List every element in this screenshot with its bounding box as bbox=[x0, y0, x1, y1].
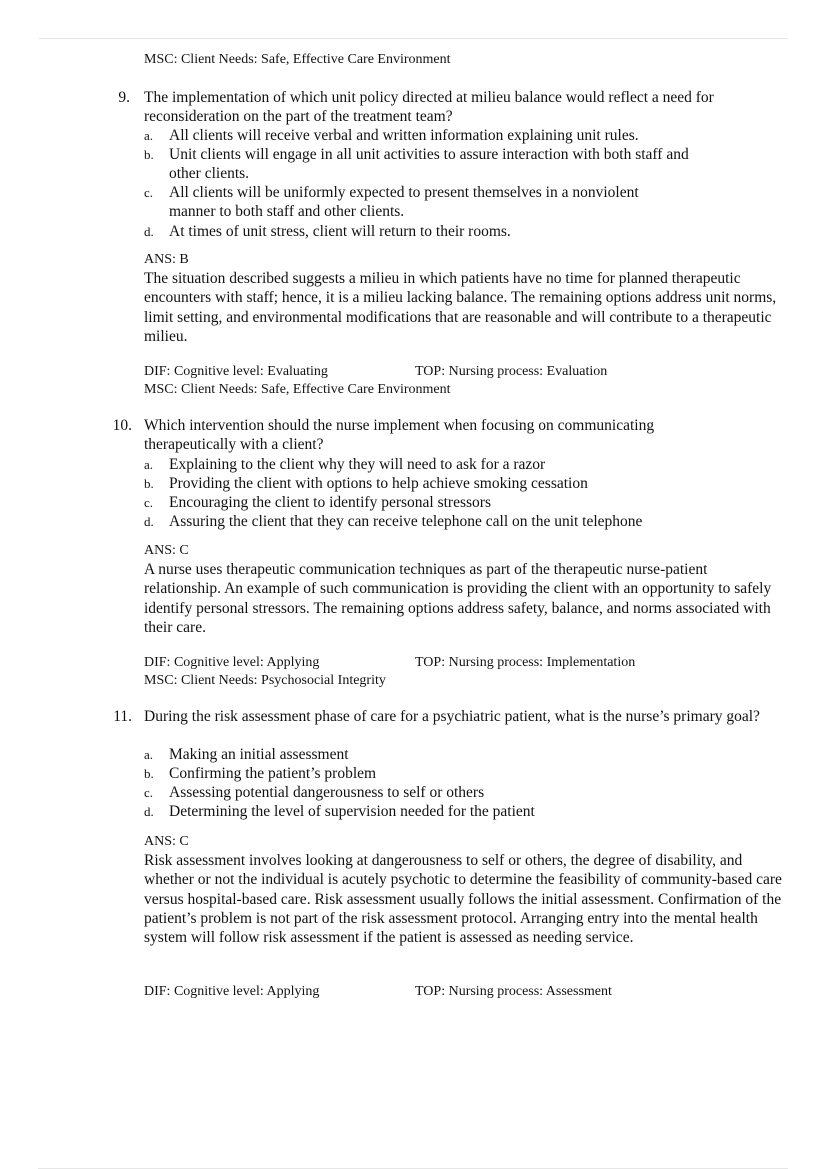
option-text: Encouraging the client to identify personal stressors bbox=[169, 494, 491, 511]
question-number: 10. bbox=[112, 417, 132, 434]
option-text: Providing the client with options to help achieve smoking cessation bbox=[169, 475, 588, 492]
option-letter: a. bbox=[144, 457, 154, 472]
msc-line: MSC: Client Needs: Safe, Effective Care Environment bbox=[144, 382, 451, 397]
question-number: 11. bbox=[113, 708, 132, 725]
option-letter: d. bbox=[144, 514, 154, 529]
option-text: Assuring the client that they can receive telephone call on the unit telephone bbox=[169, 513, 643, 530]
previous-question-msc bbox=[144, 51, 784, 69]
answer-option bbox=[144, 802, 744, 821]
answer-option bbox=[144, 493, 744, 512]
topic-label: TOP: Nursing process: Assessment bbox=[415, 984, 612, 999]
topic-label: TOP: Nursing process: Implementation bbox=[415, 655, 636, 670]
option-text: Making an initial assessment bbox=[169, 746, 349, 763]
option-letter: c. bbox=[144, 185, 154, 200]
answer-key: ANS: C bbox=[144, 834, 189, 849]
answer-option bbox=[144, 783, 744, 802]
option-text: Explaining to the client why they will need to ask for a razor bbox=[169, 456, 546, 473]
question-stem: The implementation of which unit policy directed at milieu balance would reflect a need for reconsideration on the part of the treatment team? bbox=[144, 89, 714, 126]
answer-option bbox=[144, 512, 744, 531]
question-stem: During the risk assessment phase of care for a psychiatric patient, what is the nurse’s primary goal? bbox=[144, 708, 760, 725]
difficulty-label: DIF: Cognitive level: Applying bbox=[144, 984, 320, 999]
option-letter: a. bbox=[144, 128, 154, 143]
option-letter: c. bbox=[144, 785, 154, 800]
difficulty-label: DIF: Cognitive level: Evaluating bbox=[144, 364, 328, 379]
option-letter: d. bbox=[144, 804, 154, 819]
answer-option bbox=[144, 745, 744, 764]
answer-option bbox=[144, 764, 744, 783]
answer-option bbox=[144, 455, 744, 474]
answer-option bbox=[144, 222, 744, 241]
option-text: Unit clients will engage in all unit activities to assure interaction with both staff and other clients. bbox=[169, 146, 689, 183]
answer-key: ANS: C bbox=[144, 543, 189, 558]
page-top-rule bbox=[38, 38, 788, 39]
answer-rationale: A nurse uses therapeutic communication techniques as part of the therapeutic nurse-patient relationship. An example of such communication is providing the client with an opportunity to safely identify personal stressors. The remaining options address safety, balance, and norms associated with their care. bbox=[144, 561, 772, 636]
option-text: At times of unit stress, client will return to their rooms. bbox=[169, 223, 511, 240]
answer-key: ANS: B bbox=[144, 252, 189, 267]
question-stem: Which intervention should the nurse implement when focusing on communicating therapeutically with a client? bbox=[144, 417, 655, 454]
answer-option bbox=[144, 183, 684, 222]
answer-option bbox=[144, 126, 744, 145]
difficulty-label: DIF: Cognitive level: Applying bbox=[144, 655, 320, 670]
option-letter: d. bbox=[144, 224, 154, 239]
option-text: All clients will receive verbal and written information explaining unit rules. bbox=[169, 127, 639, 144]
option-letter: b. bbox=[144, 476, 154, 491]
option-text: All clients will be uniformly expected to present themselves in a nonviolent manner to both staff and other clients. bbox=[169, 184, 639, 221]
option-letter: b. bbox=[144, 147, 154, 162]
msc-line: MSC: Client Needs: Safe, Effective Care Environment bbox=[144, 52, 451, 67]
topic-label: TOP: Nursing process: Evaluation bbox=[415, 364, 608, 379]
option-letter: c. bbox=[144, 495, 154, 510]
question-metadata bbox=[144, 363, 784, 399]
option-text: Assessing potential dangerousness to self or others bbox=[169, 784, 485, 801]
question-metadata bbox=[144, 654, 784, 690]
msc-line: MSC: Client Needs: Psychosocial Integrity bbox=[144, 673, 386, 688]
answer-option bbox=[144, 474, 744, 493]
option-text: Confirming the patient’s problem bbox=[169, 765, 377, 782]
answer-rationale: Risk assessment involves looking at dangerousness to self or others, the degree of disability, and whether or not the individual is acutely psychotic to determine the feasibility of community-based care versus hospital-based care. Risk assessment usually follows the initial assessment. Confirmation of the patient’s problem is not part of the risk assessment protocol. Arranging entry into the mental health system will follow risk assessment if the patient is assessed as needing service. bbox=[144, 852, 782, 947]
question-number: 9. bbox=[118, 89, 130, 106]
question-metadata bbox=[144, 983, 784, 1001]
option-letter: a. bbox=[144, 747, 154, 762]
option-letter: b. bbox=[144, 766, 154, 781]
answer-option bbox=[144, 145, 704, 184]
answer-rationale: The situation described suggests a milieu in which patients have no time for planned therapeutic encounters with staff; hence, it is a milieu lacking balance. The remaining options address unit norms, limit setting, and environmental modifications that are reasonable and will contribute to a therapeutic milieu. bbox=[144, 270, 777, 345]
option-text: Determining the level of supervision needed for the patient bbox=[169, 803, 535, 820]
